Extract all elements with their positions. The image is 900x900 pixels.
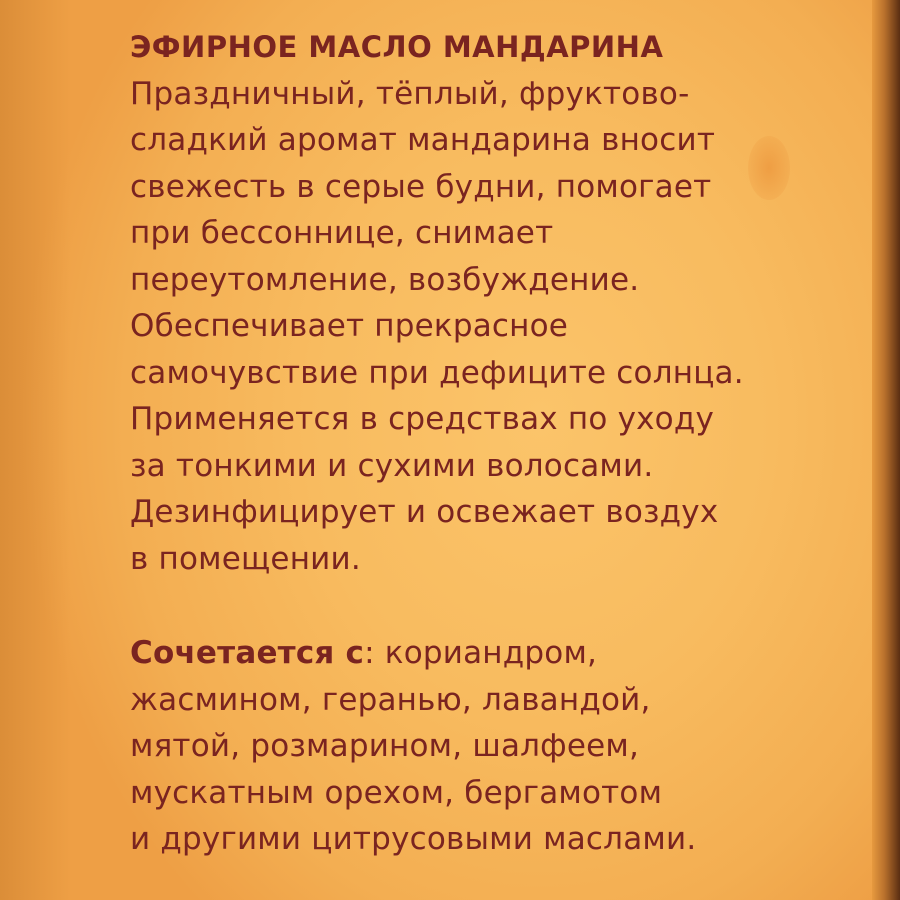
description-line: самочувствие при дефиците солнца.	[130, 354, 744, 391]
description-line: сладкий аромат мандарина вносит	[130, 122, 716, 158]
description-line: при бессоннице, снимает	[130, 215, 554, 251]
description-line: за тонкими и сухими волосами.	[130, 447, 654, 484]
description-line: Обеспечивает прекрасное	[130, 308, 569, 344]
label-right-edge	[872, 0, 900, 900]
description-line: в помещении.	[130, 540, 361, 577]
label-text-block	[130, 24, 870, 863]
combinations-first-line-rest: : кориандром,	[364, 635, 598, 671]
label-title: ЭФИРНОЕ МАСЛО МАНДАРИНА	[130, 30, 664, 64]
combinations-line: и другими цитрусовыми маслами.	[130, 821, 697, 857]
combinations-line: мятой, розмарином, шалфеем,	[130, 728, 640, 764]
description	[130, 71, 870, 583]
description-line: переутомление, возбуждение.	[130, 261, 640, 298]
description-line: свежесть в серые будни, помогает	[130, 168, 712, 205]
combinations-line: мускатным орехом, бергамотом	[130, 774, 663, 811]
combinations-label: Сочетается с	[130, 635, 365, 671]
combinations-line: жасмином, геранью, лавандой,	[130, 681, 651, 718]
description-line: Праздничный, тёплый, фруктово-	[130, 75, 690, 112]
description-line: Применяется в средствах по уходу	[130, 401, 715, 437]
label-left-shading	[0, 0, 70, 900]
combinations	[130, 630, 870, 863]
combinations-first-line	[130, 630, 870, 677]
description-line: Дезинфицирует и освежает воздух	[130, 494, 719, 530]
section-spacer	[130, 582, 870, 630]
